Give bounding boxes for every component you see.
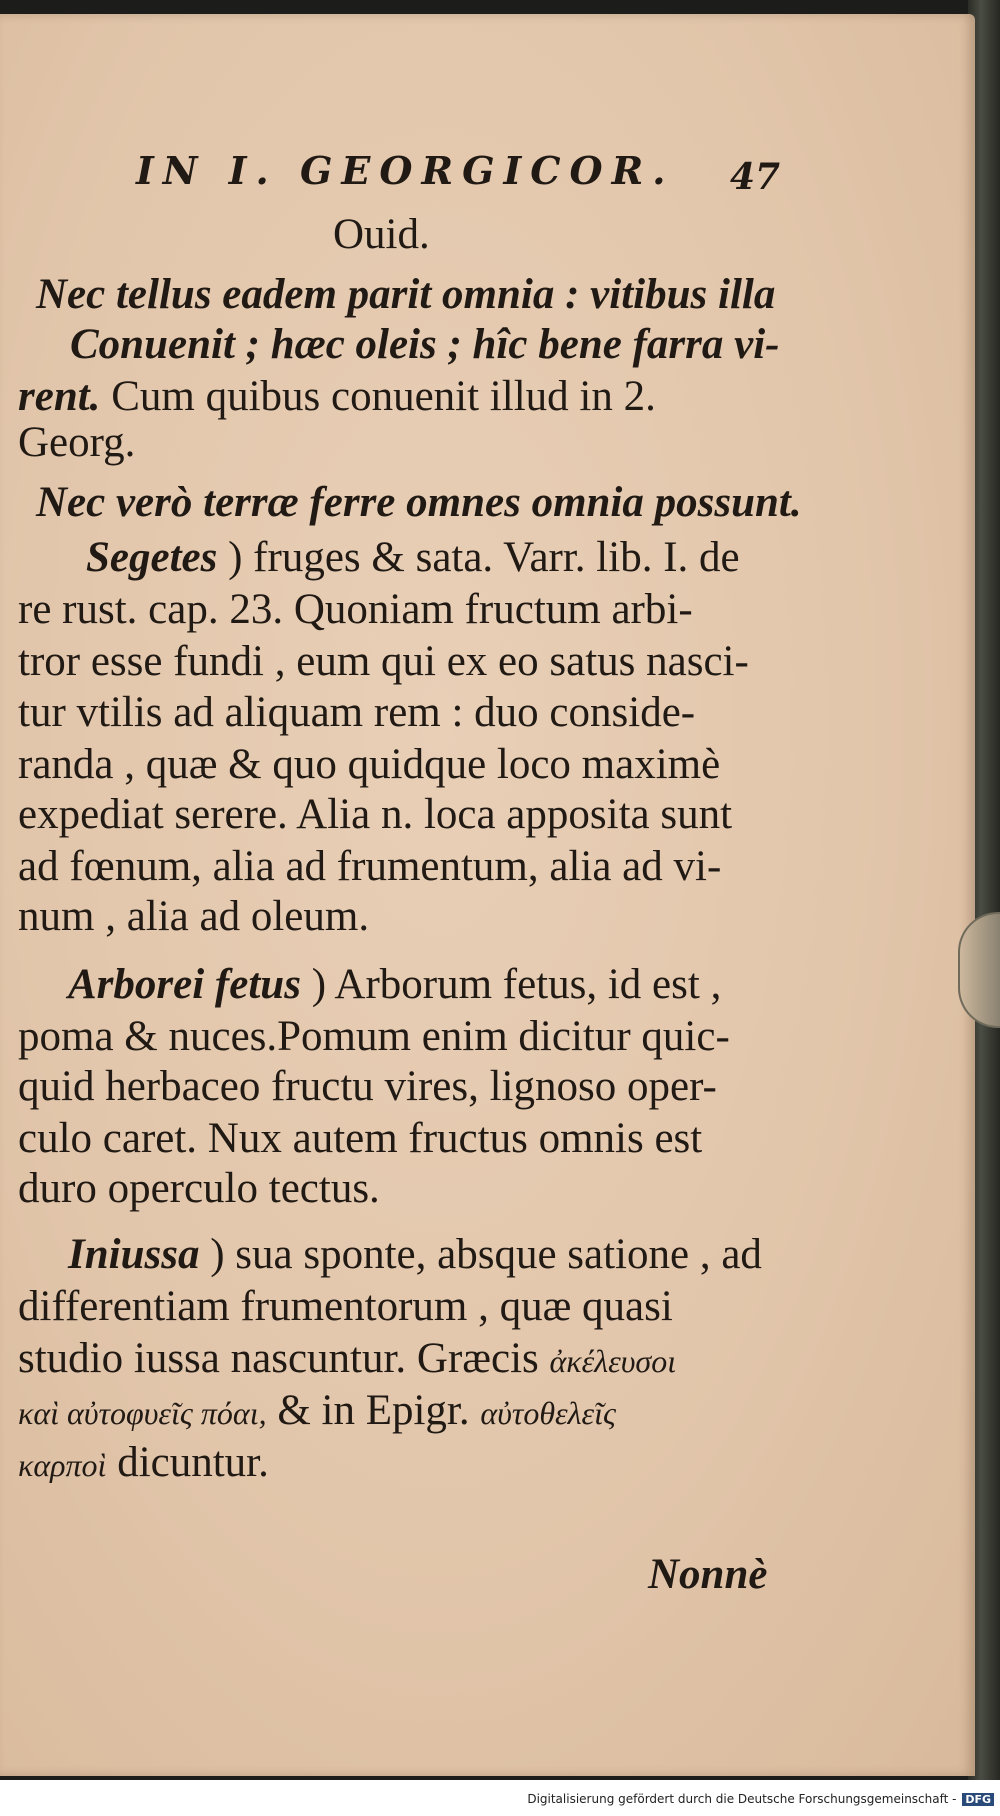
lemma: Iniussa bbox=[68, 1231, 200, 1278]
credit-text: Digitalisierung gefördert durch die Deutsche Forschungsgemeinschaft - bbox=[527, 1792, 957, 1806]
text-line: dicuntur. bbox=[117, 1439, 269, 1486]
text-line: expediat serere. Alia n. loca apposita sunt bbox=[18, 791, 733, 838]
text-line: Cum quibus conuenit illud in 2. bbox=[111, 373, 656, 420]
text-line: differentiam frumentorum , quæ quasi bbox=[18, 1283, 673, 1330]
text-line: randa , quæ & quo quidque loco maximè bbox=[18, 741, 721, 788]
text-line: tror esse fundi , eum qui ex eo satus nasci- bbox=[18, 638, 749, 685]
running-title: IN I. GEORGICOR. bbox=[136, 148, 675, 193]
verse-line: rent. bbox=[18, 373, 101, 420]
text-line: num , alia ad oleum. bbox=[18, 893, 370, 940]
text-line: Ouid. bbox=[333, 211, 430, 258]
lemma: Arborei fetus bbox=[68, 961, 301, 1008]
dfg-logo: DFG bbox=[962, 1793, 994, 1806]
greek-text: αὐτοθελεῖς bbox=[480, 1395, 616, 1431]
text-line: poma & nuces.Pomum enim dicitur quic- bbox=[18, 1013, 730, 1060]
digitization-credit bbox=[527, 1792, 994, 1806]
text-line: culo caret. Nux autem fructus omnis est bbox=[18, 1115, 703, 1162]
lemma: Segetes bbox=[86, 534, 218, 581]
text-line: & in Epigr. bbox=[277, 1387, 470, 1434]
verse-line: Nec tellus eadem parit omnia : vitibus illa bbox=[36, 271, 776, 318]
text-line: studio iussa nascuntur. Græcis bbox=[18, 1335, 539, 1382]
text-line: Georg. bbox=[18, 419, 136, 466]
text-line: duro operculo tectus. bbox=[18, 1165, 380, 1212]
text-line: quid herbaceo fructu vires, lignoso oper- bbox=[18, 1063, 717, 1110]
page-number: 47 bbox=[730, 156, 781, 198]
text-line: ad fœnum, alia ad frumentum, alia ad vi- bbox=[18, 843, 722, 890]
text-line: ) Arborum fetus, id est , bbox=[311, 961, 722, 1008]
text-line: ) sua sponte, absque satione , ad bbox=[210, 1231, 762, 1278]
page-tab-marker bbox=[958, 912, 1000, 1028]
page-text bbox=[18, 140, 802, 1598]
greek-text: καὶ αὐτοφυεῖς πόαι, bbox=[18, 1395, 267, 1431]
page-header bbox=[18, 140, 788, 200]
text-line: ) fruges & sata. Varr. lib. I. de bbox=[228, 534, 740, 581]
text-line: tur vtilis ad aliquam rem : duo conside- bbox=[18, 689, 696, 736]
greek-text: καρποὶ bbox=[18, 1447, 107, 1483]
verse-line: Conuenit ; hæc oleis ; hîc bene farra vi- bbox=[70, 321, 780, 368]
text-line: re rust. cap. 23. Quoniam fructum arbi- bbox=[18, 586, 693, 633]
greek-text: ἀκέλευσοι bbox=[549, 1343, 677, 1379]
verse-line: Nec verò terræ ferre omnes omnia possunt. bbox=[36, 479, 802, 526]
catchword: Nonnè bbox=[648, 1551, 768, 1598]
